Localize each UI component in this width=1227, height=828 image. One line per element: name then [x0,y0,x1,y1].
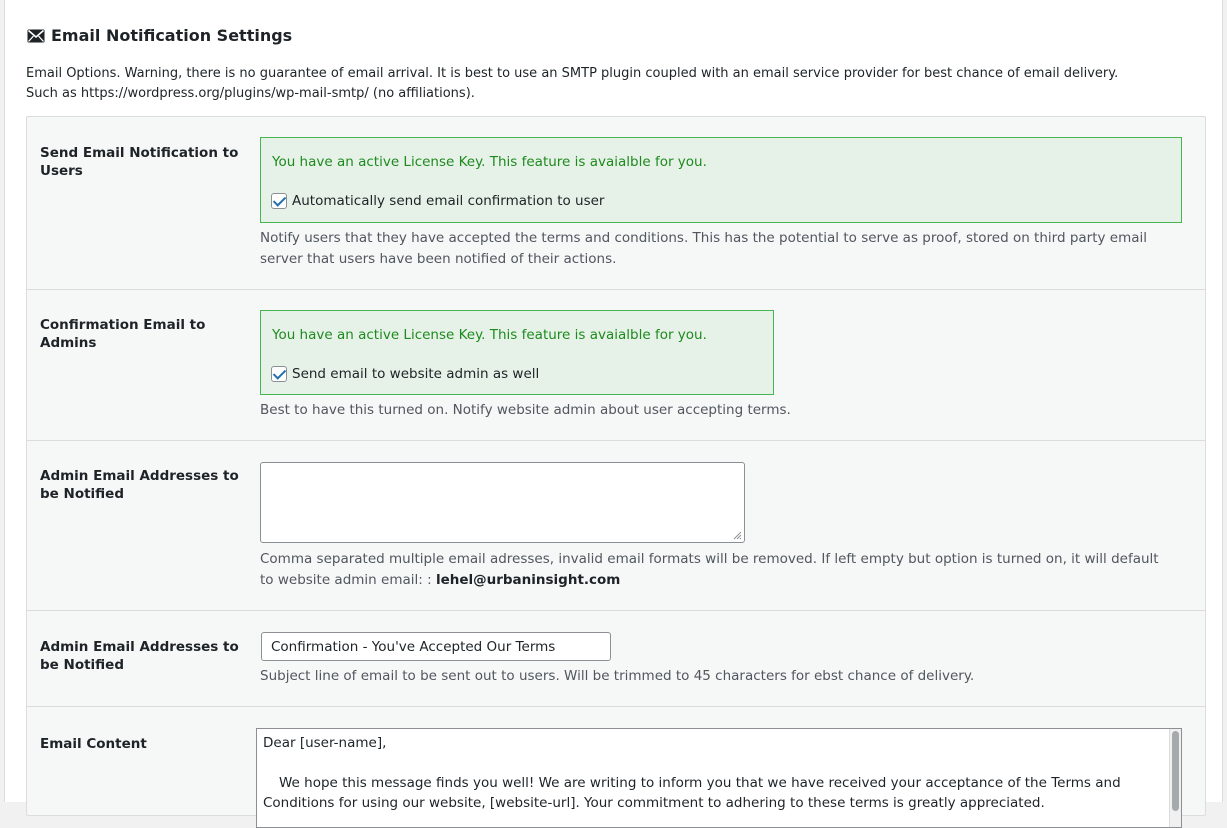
license-message: You have an active License Key. This feature is avaialble for you. [272,327,707,343]
send-admin-checkbox[interactable] [271,366,539,382]
email-content-editor[interactable] [256,728,1182,828]
default-admin-email: lehel@urbaninsight.com [435,572,621,588]
editor-scrollbar[interactable] [1169,729,1181,827]
row-admin-addresses [27,441,1205,611]
license-message: You have an active License Key. This feature is avaialble for you. [272,154,707,170]
checkbox-checked-icon[interactable] [271,366,287,382]
row-label-admin-addresses: Admin Email Addresses to be Notified [40,468,239,502]
field-description: Subject line of email to be sent out to users. Will be trimmed to 45 characters for ebst chance of delivery. [260,668,975,684]
row-subject [27,611,1205,707]
auto-send-user-checkbox[interactable] [271,193,604,209]
field-description: Best to have this turned on. Notify website admin about user accepting terms. [260,402,791,418]
row-email-content [27,707,1205,817]
resize-handle-icon[interactable] [732,530,742,540]
email-subject-input[interactable]: Confirmation - You've Accepted Our Terms [261,632,611,661]
email-body: We hope this message finds you well! We are writing to inform you that we have received your acceptance of the Terms and Conditions for using our website, [website-url]. Your commitment to adhering to these terms is greatly appreciated. [263,775,1121,811]
row-label-email-content: Email Content [40,736,147,752]
checkbox-label: Automatically send email confirmation to user [292,193,605,209]
admin-emails-textarea[interactable] [260,462,745,543]
row-label-user-notification: Send Email Notification to Users [40,145,239,179]
row-user-notification [27,117,1205,290]
row-admin-confirmation [27,290,1205,441]
checkbox-checked-icon[interactable] [271,193,287,209]
license-notice [260,310,774,395]
scrollbar-thumb[interactable] [1172,731,1179,811]
field-description [260,549,1160,591]
checkbox-label: Send email to website admin as well [292,366,540,382]
settings-form [26,116,1206,816]
envelope-icon [27,29,45,43]
email-greeting: Dear [user-name], [263,735,387,751]
section-heading [27,26,292,45]
field-description: Notify users that they have accepted the terms and conditions. This has the potential to serve as proof, stored on third party email server that users have been notified of their actions. [260,230,1148,267]
row-label-subject: Admin Email Addresses to be Notified [40,639,239,673]
section-title: Email Notification Settings [51,26,293,45]
description-text: Comma separated multiple email adresses, invalid email formats will be removed. If left empty but option is turned on, it will default to website admin email: : [260,551,1159,588]
row-label-admin-confirmation: Confirmation Email to Admins [40,317,206,351]
license-notice [260,137,1182,223]
settings-panel [4,0,1223,811]
section-intro: Email Options. Warning, there is no guarantee of email arrival. It is best to use an SMTP plugin coupled with an email service provider for best chance of email delivery. Such as https://wordpress.org/plugins/wp-mail-smtp/ (no affiliations). [26,66,1119,101]
